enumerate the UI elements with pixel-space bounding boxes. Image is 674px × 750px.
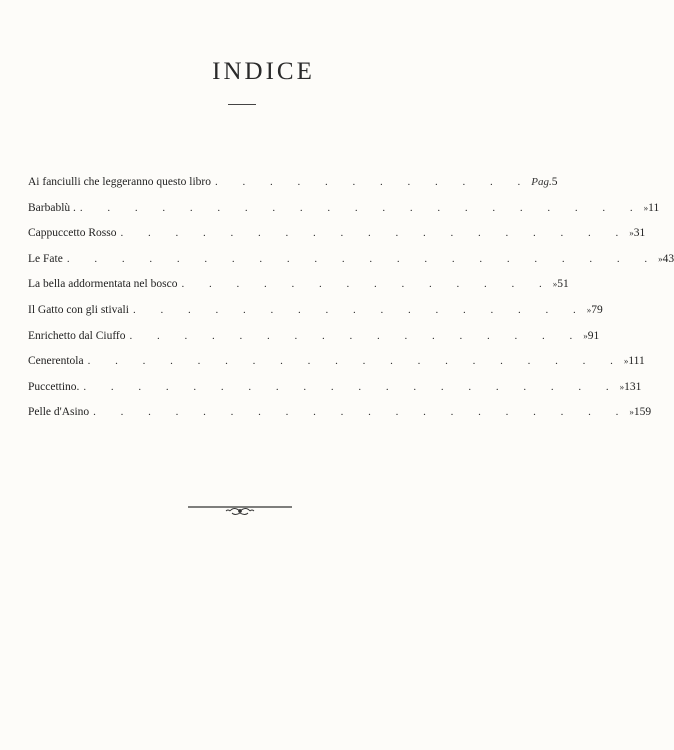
toc-row [28, 272, 569, 298]
dot-leader: . . . . . . . . . . . . . . . . . . . . [83, 380, 620, 393]
page-title: INDICE [212, 58, 315, 85]
table-of-contents [28, 170, 674, 426]
dot-leader: . . . . . . . . . . . . . . . . . . . . . . [66, 252, 659, 265]
dot-leader: . . . . . . . . . . . . . . . . . . . . [93, 406, 630, 419]
ditto-marker: » [583, 330, 588, 341]
toc-page-number: 91 [587, 329, 600, 342]
toc-entry-title: Pelle d'Asino [28, 400, 93, 426]
toc-row [28, 221, 646, 247]
toc-page-number: 51 [557, 278, 569, 291]
ditto-marker: » [623, 356, 629, 367]
toc-page-number: 159 [633, 406, 652, 419]
dot-leader: . . . . . . . . . . . . . . . . . [132, 303, 587, 316]
toc-row [28, 170, 558, 196]
ditto-marker: » [658, 253, 663, 264]
toc-entry-title: Ai fanciulli che leggeranno questo libro [28, 170, 215, 196]
toc-page-number: 79 [591, 303, 603, 316]
ditto-marker: » [619, 381, 625, 392]
toc-entry-title: Puccettino. [28, 375, 83, 401]
toc-entry-title: Barbablù . [28, 196, 80, 222]
toc-entry-title: Enrichetto dal Ciuffo [28, 324, 130, 350]
ditto-marker: » [643, 202, 649, 213]
page-marker: Pag. [531, 176, 552, 188]
toc-row [28, 400, 652, 426]
dot-leader: . . . . . . . . . . . . . . . . . [129, 329, 584, 342]
toc-entry-title: Cenerentola [28, 349, 88, 375]
dot-leader: . . . . . . . . . . . . . . [181, 278, 553, 291]
toc-row [28, 196, 660, 222]
toc-row [28, 298, 603, 324]
toc-row [28, 375, 642, 401]
title-divider [228, 104, 256, 105]
dot-leader: . . . . . . . . . . . . . . . . . . . [120, 227, 630, 240]
toc-row [28, 247, 674, 273]
toc-page-number: 131 [624, 380, 642, 393]
toc-entry-title: Le Fate [28, 247, 67, 273]
toc-row [28, 324, 600, 350]
toc-entry-title: Il Gatto con gli stivali [28, 298, 133, 324]
toc-page-number: 31 [633, 227, 646, 240]
toc-page-number: 5 [551, 176, 558, 188]
toc-page-number: 111 [628, 355, 645, 368]
toc-entry-title: Cappuccetto Rosso [28, 221, 120, 247]
ditto-marker: » [629, 228, 634, 239]
ditto-marker: » [586, 304, 592, 315]
toc-page-number: 43 [662, 252, 674, 265]
decorative-ornament [188, 502, 292, 518]
dot-leader: . . . . . . . . . . . . . . . . . . . . . [79, 201, 644, 214]
dot-leader: . . . . . . . . . . . . [214, 176, 532, 188]
toc-entry-title: La bella addormentata nel bosco [28, 272, 181, 298]
toc-row [28, 349, 645, 375]
ditto-marker: » [629, 407, 634, 418]
dot-leader: . . . . . . . . . . . . . . . . . . . . [87, 355, 624, 368]
toc-page-number: 11 [648, 201, 660, 214]
ditto-marker: » [552, 279, 558, 290]
